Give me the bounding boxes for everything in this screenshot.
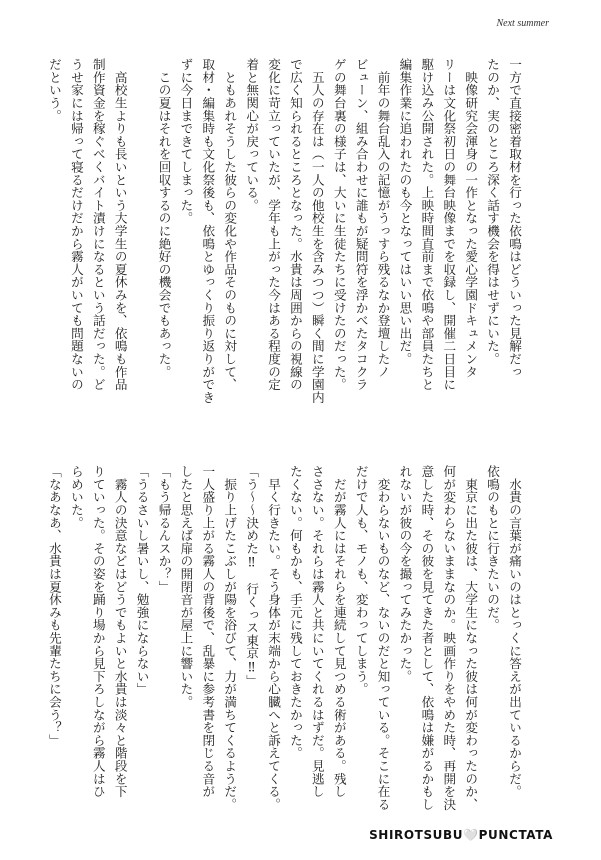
footer-credit: SHIROTSUBU🤍PUNCTATA xyxy=(369,828,553,842)
text-line: 制作資金を稼ぐべくバイト漬けになるという話だった。ど xyxy=(90,58,106,391)
text-line: りていった。その姿を踊り場から見下ろしながら霧人はひ xyxy=(90,465,106,798)
text-line: たのか、実のところ深く話す機会を得はせずにいた。 xyxy=(485,58,501,366)
text-line: 着と無関心が戻っている。 xyxy=(244,58,260,212)
text-line: 変わらないものなど、ないのだと知っている。そこに在る xyxy=(375,465,391,811)
text-line: 水貴の言葉が痛いのはとっくに答えが出ているからだ。 xyxy=(507,465,522,798)
text-line: 早く行きたい。そう身体が末端から心臓へと訴えてくる。 xyxy=(266,465,282,811)
text-line: ビューン、組み合わせに誰もが疑問符を浮かべたタコクラ xyxy=(353,58,369,391)
text-line: だけで人も、モノも、変わってしまう。 xyxy=(353,465,369,696)
text-line: 意した時、その彼を見てきた者として、依鳴は嫌がるかもし xyxy=(419,465,435,811)
text-line: たくない。何もかも、手元に残しておきたかった。 xyxy=(287,465,303,760)
text-line: リーは文化祭初日の舞台映像までを収録し、開催二日目に xyxy=(441,58,457,391)
text-line: 何が変わらないままなのか。映画作りをやめた時、再開を決 xyxy=(441,465,457,811)
page-header-title: Next summer xyxy=(496,18,549,29)
text-line: 「なあなあ、水貴は夏休みも先輩たちに会う？」 xyxy=(46,465,62,747)
text-line: したと思えば扉の開閉音が屋上に響いた。 xyxy=(178,465,194,709)
text-line: 高校生よりも長いという大学生の夏休みを、依鳴も作品 xyxy=(112,58,128,391)
text-line: で広く知られるところとなった。水貴は周囲からの視線の xyxy=(287,58,303,391)
text-line: 東京に出た彼は、大学生になった彼は何が変わったのか、 xyxy=(463,465,479,811)
text-line: 駆け込み公開された。上映時間直前まで依鳴や部員たちと xyxy=(419,58,435,391)
text-line: 依鳴のもとに行きたいのだ。 xyxy=(485,465,501,632)
text-line: 霧人の決意などはどうでもよいと水貴は淡々と階段を下 xyxy=(112,465,128,798)
text-line: 前年の舞台乱入の記憶がうっすら残るなか登壇したノ xyxy=(375,58,391,378)
text-line: 振り上げたこぶしが陽を浴びて、力が満ちてくるようだ。 xyxy=(222,465,238,811)
text-line: 映像研究会渾身の一作となった愛心学園ドキュメンタ xyxy=(463,58,479,378)
text-line xyxy=(131,58,153,424)
text-line: だという。 xyxy=(46,58,62,122)
text-line: ゲの舞台裏の様子は、大いに生徒たちに受けたのだった。 xyxy=(331,58,347,391)
text-line: 一人盛り上がる霧人の背後で、乱暴に参考書を閉じる音が xyxy=(200,465,216,798)
text-line: 一方で直接密着取材を行った依鳴はどういった見解だっ xyxy=(507,58,522,378)
text-line: だが霧人にはそれらを連続して見つめる術がある。残し xyxy=(331,465,347,798)
text-line: 変化に苛立っていたが、学年も上がった今はある程度の定 xyxy=(266,58,282,391)
text-line: ともあれそうした彼らの変化や作品そのものに対して、 xyxy=(222,58,238,391)
text-line: 編集作業に追われたのも今となってはいい思い出だ。 xyxy=(397,58,413,366)
text-line: この夏はそれを回収するのに絶好の機会でもあった。 xyxy=(156,58,172,378)
text-line: らめいた。 xyxy=(68,465,84,529)
text-line: 取材・編集時も文化祭後も、依鳴とゆっくり振り返りができ xyxy=(200,58,216,404)
text-line: 「うるさいし暑いし、勉強にならない」 xyxy=(134,465,150,696)
text-line: 「う～～決めた‼ 行くっス東京‼」 xyxy=(244,465,260,688)
text-line: ささない。それらは霧人と共にいてくれるはずだ。見逃し xyxy=(309,465,325,798)
text-line: ずに今日まできてしまった。 xyxy=(178,58,194,225)
text-line: 五人の存在は（一人の他校生を含みつつ）瞬く間に学園内 xyxy=(309,58,325,404)
lower-text-block xyxy=(46,465,525,821)
upper-text-block xyxy=(46,58,525,424)
text-line: れないが彼の今を撮ってみたかった。 xyxy=(397,465,413,683)
text-line: うせ家には帰って寝るだけだから霧人がいても問題ないの xyxy=(68,58,84,391)
text-line: 「もう帰るんスか？」 xyxy=(156,465,172,593)
